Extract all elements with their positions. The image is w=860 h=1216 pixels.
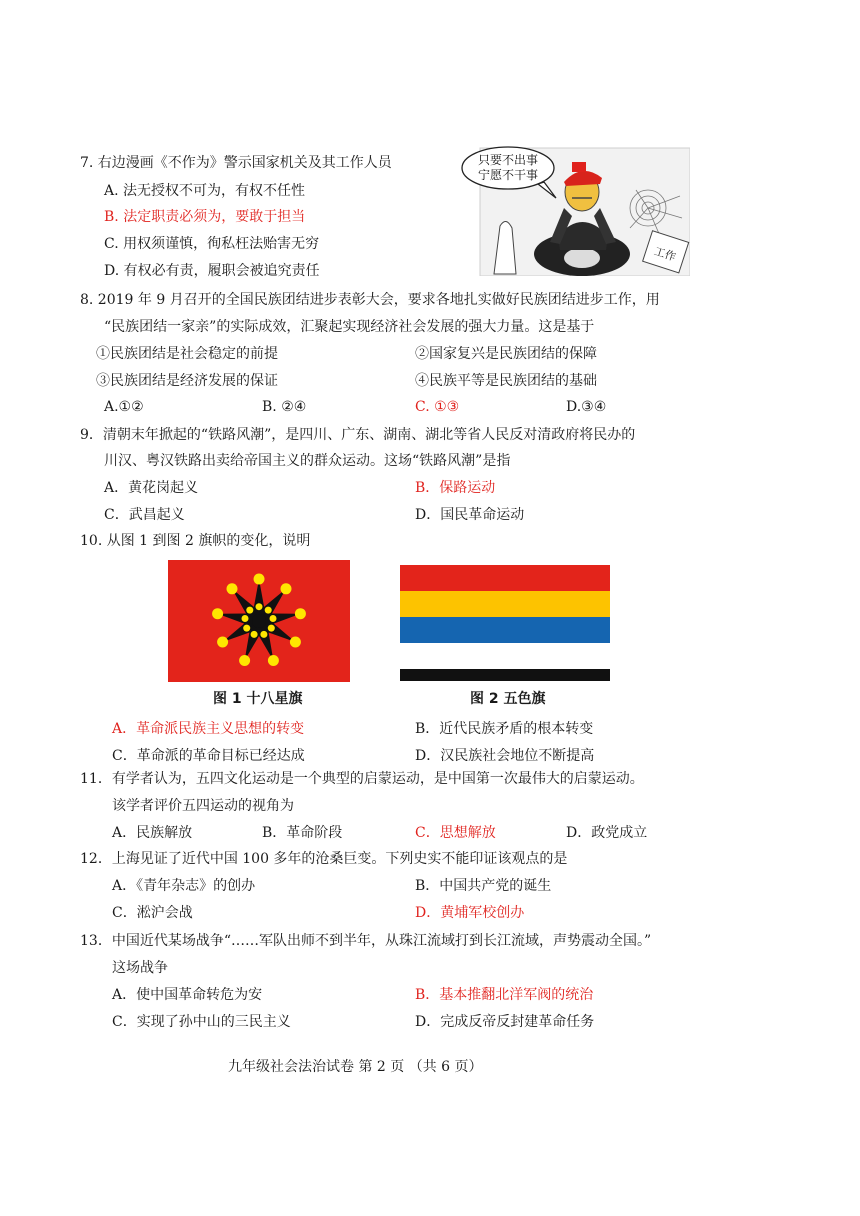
q10-stem: 10. 从图 1 到图 2 旗帜的变化，说明 (80, 533, 311, 549)
q7-option-d: D. 有权必有责，履职会被追究责任 (104, 263, 320, 279)
fig2-caption: 图 2 五色旗 (470, 691, 546, 707)
q8-item-3: ③民族团结是经济发展的保证 (96, 373, 278, 389)
q13-option-a: A．使中国革命转危为安 (112, 987, 263, 1003)
q8-stem-line2: “民族团结一家亲”的实际成效，汇聚起实现经济社会发展的强大力量。这是基于 (104, 319, 595, 335)
q11-option-a: A．民族解放 (112, 825, 193, 841)
star-dot-inner (243, 625, 250, 632)
q10-option-d: D．汉民族社会地位不断提高 (415, 748, 595, 764)
star-dot-inner (242, 615, 249, 622)
page-footer: 九年级社会法治试卷 第 2 页 （共 6 页） (228, 1059, 483, 1075)
q10-option-b: B．近代民族矛盾的根本转变 (415, 721, 594, 737)
q9-stem-line2: 川汉、粤汉铁路出卖给帝国主义的群众运动。这场“铁路风潮”是指 (104, 453, 511, 469)
q12-option-b: B．中国共产党的诞生 (415, 878, 552, 894)
star-center (252, 614, 266, 628)
star-dot-outer (295, 608, 306, 619)
q8-item-4: ④民族平等是民族团结的基础 (415, 373, 597, 389)
q12-option-a: A．《青年杂志》的创办 (112, 878, 256, 894)
star-dot-inner (270, 615, 277, 622)
q8-option-b: B. ②④ (262, 399, 307, 415)
q7-option-b: B. 法定职责必须为，要敢于担当 (104, 209, 306, 225)
q13-option-b: B．基本推翻北洋军阀的统治 (415, 987, 594, 1003)
star-dot-outer (239, 655, 250, 666)
q8-option-a: A.①② (104, 399, 144, 415)
q8-item-1: ①民族团结是社会稳定的前提 (96, 346, 278, 362)
cartoon-image (460, 146, 690, 276)
q13-option-d: D．完成反帝反封建革命任务 (415, 1014, 595, 1030)
star-dot-inner (268, 625, 275, 632)
q8-item-2: ②国家复兴是民族团结的保障 (415, 346, 597, 362)
q9-stem-line1: 9．清朝末年掀起的“铁路风潮”，是四川、广东、湖南、湖北等省人民反对清政府将民办的 (80, 427, 636, 443)
q11-option-c: C．思想解放 (415, 825, 496, 841)
q13-stem-line2: 这场战争 (112, 960, 168, 976)
q9-option-c: C．武昌起义 (104, 507, 185, 523)
q8-option-d: D.③④ (566, 399, 607, 415)
cartoon-bubble-line1: 只要不出事 (477, 153, 539, 167)
q11-stem-line2: 该学者评价五四运动的视角为 (112, 798, 294, 814)
q12-option-c: C．淞沪会战 (112, 905, 193, 921)
star-dot-inner (251, 631, 258, 638)
q11-stem-line1: 11．有学者认为，五四文化运动是一个典型的启蒙运动，是中国第一次最伟大的启蒙运动。 (80, 771, 644, 787)
q8-stem-line1: 8. 2019 年 9 月召开的全国民族团结进步表彰大会，要求各地扎实做好民族团结进步工作，用 (80, 292, 660, 308)
q9-option-d: D．国民革命运动 (415, 507, 525, 523)
star-dot-outer (268, 655, 279, 666)
star-dot-outer (227, 583, 238, 594)
q11-option-d: D．政党成立 (566, 825, 648, 841)
q12-stem: 12．上海见证了近代中国 100 多年的沧桑巨变。下列史实不能印证该观点的是 (80, 851, 568, 867)
cartoon-paper-label: 工作 (652, 244, 678, 264)
q11-option-b: B．革命阶段 (262, 825, 343, 841)
q12-option-d: D．黄埔军校创办 (415, 905, 525, 921)
q9-option-a: A．黄花岗起义 (104, 480, 199, 496)
star-dot-inner (260, 631, 267, 638)
star-dot-inner (256, 603, 263, 610)
q8-option-c: C. ①③ (415, 399, 460, 415)
five-color-flag (400, 565, 610, 683)
star-dot-outer (254, 574, 265, 585)
star-dot-outer (281, 583, 292, 594)
q10-option-a: A．革命派民族主义思想的转变 (112, 721, 305, 737)
cartoon-bubble-line2: 宁愿不干事 (477, 168, 539, 182)
q13-option-c: C．实现了孙中山的三民主义 (112, 1014, 291, 1030)
star-dot-outer (212, 608, 223, 619)
q7-option-c: C. 用权须谨慎，徇私枉法贻害无穷 (104, 236, 320, 252)
q10-option-c: C．革命派的革命目标已经达成 (112, 748, 305, 764)
star-dot-outer (290, 637, 301, 648)
q7-stem: 7. 右边漫画《不作为》警示国家机关及其工作人员 (80, 155, 392, 171)
q7-option-a: A. 法无授权不可为，有权不任性 (104, 183, 306, 199)
q9-option-b: B．保路运动 (415, 480, 496, 496)
star-dot-inner (246, 607, 253, 614)
fig1-caption: 图 1 十八星旗 (213, 691, 303, 707)
eighteen-star-flag (168, 560, 350, 682)
q13-stem-line1: 13．中国近代某场战争“……军队出师不到半年，从珠江流域打到长江流域，声势震动全国。” (80, 933, 652, 949)
star-dot-outer (217, 637, 228, 648)
star-dot-inner (265, 607, 272, 614)
